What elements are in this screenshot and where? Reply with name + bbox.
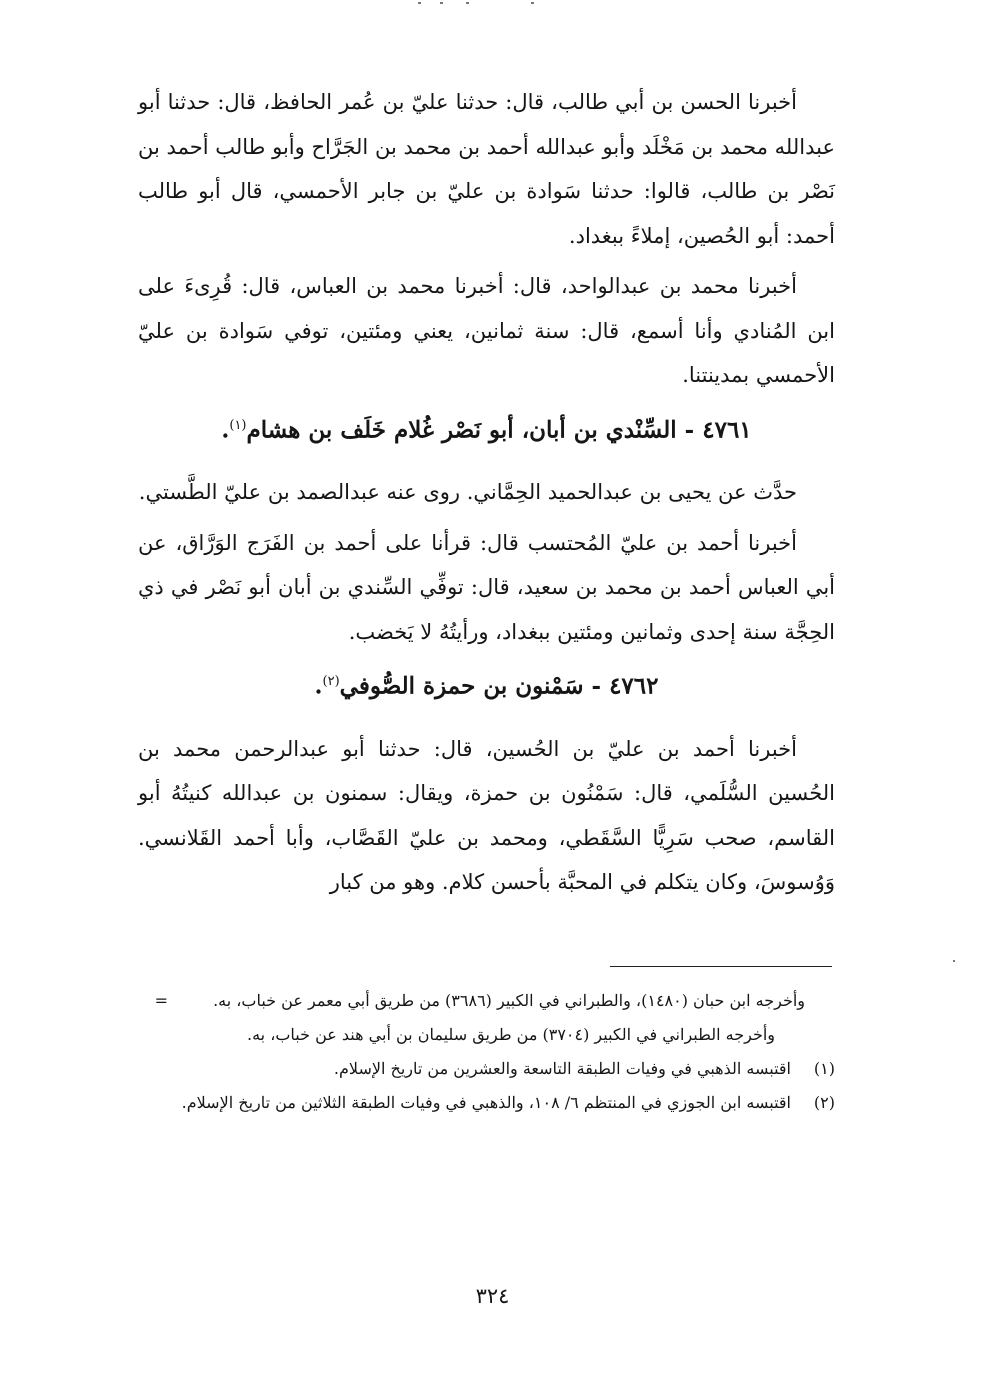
continuation-mark: = [154, 991, 168, 1010]
paragraph: أخبرنا الحسن بن أبي طالب، قال: حدثنا عليّ بن عُمر الحافظ، قال: حدثنا أبو عبدالله محمد بن مَخْلَد وأبو عبدالله أحمد بن محمد بن الجَرَّاح وأبو طالب أحمد بن نَصْر بن طالب، قالوا: حدثنا سَوادة بن عليّ بن جابر الأحمسي، قال أبو طالب أحمد: أبو الحُصين، إملاءً ببغداد. [138, 90, 835, 248]
footnote-ref: (٢) [322, 674, 340, 690]
footnote-number: (١) [813, 1059, 835, 1078]
paragraph: أخبرنا أحمد بن عليّ المُحتسب قال: قرأنا على أحمد بن الفَرَج الوَرَّاق، عن أبي العباس أحمد بن محمد بن سعيد، قال: توفِّي السِّندي بن أبان أبو نَصْر في ذي الحِجَّة سنة إحدى وثمانين ومئتين ببغداد، ورأيتُهُ لا يَخضب. [138, 530, 835, 644]
scan-speck [531, 2, 534, 4]
scan-speck [466, 2, 469, 4]
entry-heading-4762: ٤٧٦٢ - سَمْنون بن حمزة الصُّوفي$^{(٢)}$. [314, 672, 659, 700]
scan-speck [418, 2, 421, 4]
footnotes [138, 984, 835, 1120]
footnote-1 [138, 1052, 835, 1086]
footnote-continuation [138, 984, 835, 1018]
footnote-number: (٢) [813, 1093, 835, 1112]
paragraph: أخبرنا أحمد بن عليّ بن الحُسين، قال: حدثنا أبو عبدالرحمن محمد بن الحُسين السُّلَمي، قال: سَمْنُون بن حمزة، ويقال: سمنون بن عبدالله كنيتُهُ أبو القاسم، صحب سَرِيًّا السَّقَطي، ومحمد بن عليّ القَصَّاب، وأبا أحمد القَلانسي. وَوُسوسَ، وكان يتكلم في المحبَّة بأحسن كلام. وهو من كبار [138, 736, 835, 895]
paragraph: حدَّث عن يحيى بن عبدالحميد الحِمَّاني. روى عنه عبدالصمد بن عليّ الطَّستي. [138, 480, 797, 505]
main-text [138, 80, 835, 911]
footnote-text: وأخرجه ابن حبان (١٤٨٠)، والطبراني في الكبير (٣٦٨٦) من طريق أبي معمر عن خباب، به. [213, 991, 805, 1010]
entry-title: ٤٧٦١ - السِّنْدي بن أبان، أبو نَصْر غُلام خَلَف بن هشام [246, 416, 752, 444]
paragraph: أخبرنا محمد بن عبدالواحد، قال: أخبرنا محمد بن العباس، قال: قُرِىءَ على ابن المُنادي وأنا أسمع، قال: سنة ثمانين، يعني ومئتين، توفي سَوادة بن عليّ الأحمسي بمدينتنا. [138, 274, 835, 387]
footnote-2 [138, 1086, 835, 1120]
scan-speck [953, 960, 955, 962]
entry-title: ٤٧٦٢ - سَمْنون بن حمزة الصُّوفي [339, 672, 659, 700]
page-number: ٣٢٤ [475, 1284, 510, 1308]
footnote-text: اقتبسه ابن الجوزي في المنتظم ٦/ ١٠٨، والذهبي في وفيات الطبقة الثلاثين من تاريخ الإسلام. [181, 1093, 791, 1112]
footnote-ref: (١) [229, 417, 247, 433]
footnote-text: وأخرجه الطبراني في الكبير (٣٧٠٤) من طريق سليمان بن أبي هند عن خباب، به. [246, 1025, 775, 1044]
entry-heading-4761: ٤٧٦١ - السِّنْدي بن أبان، أبو نَصْر غُلام خَلَف بن هشام$^{(١)}$. [221, 416, 752, 444]
footnote-text: اقتبسه الذهبي في وفيات الطبقة التاسعة والعشرين من تاريخ الإسلام. [333, 1059, 791, 1078]
footnote-divider [610, 966, 832, 967]
scan-speck [440, 2, 443, 4]
